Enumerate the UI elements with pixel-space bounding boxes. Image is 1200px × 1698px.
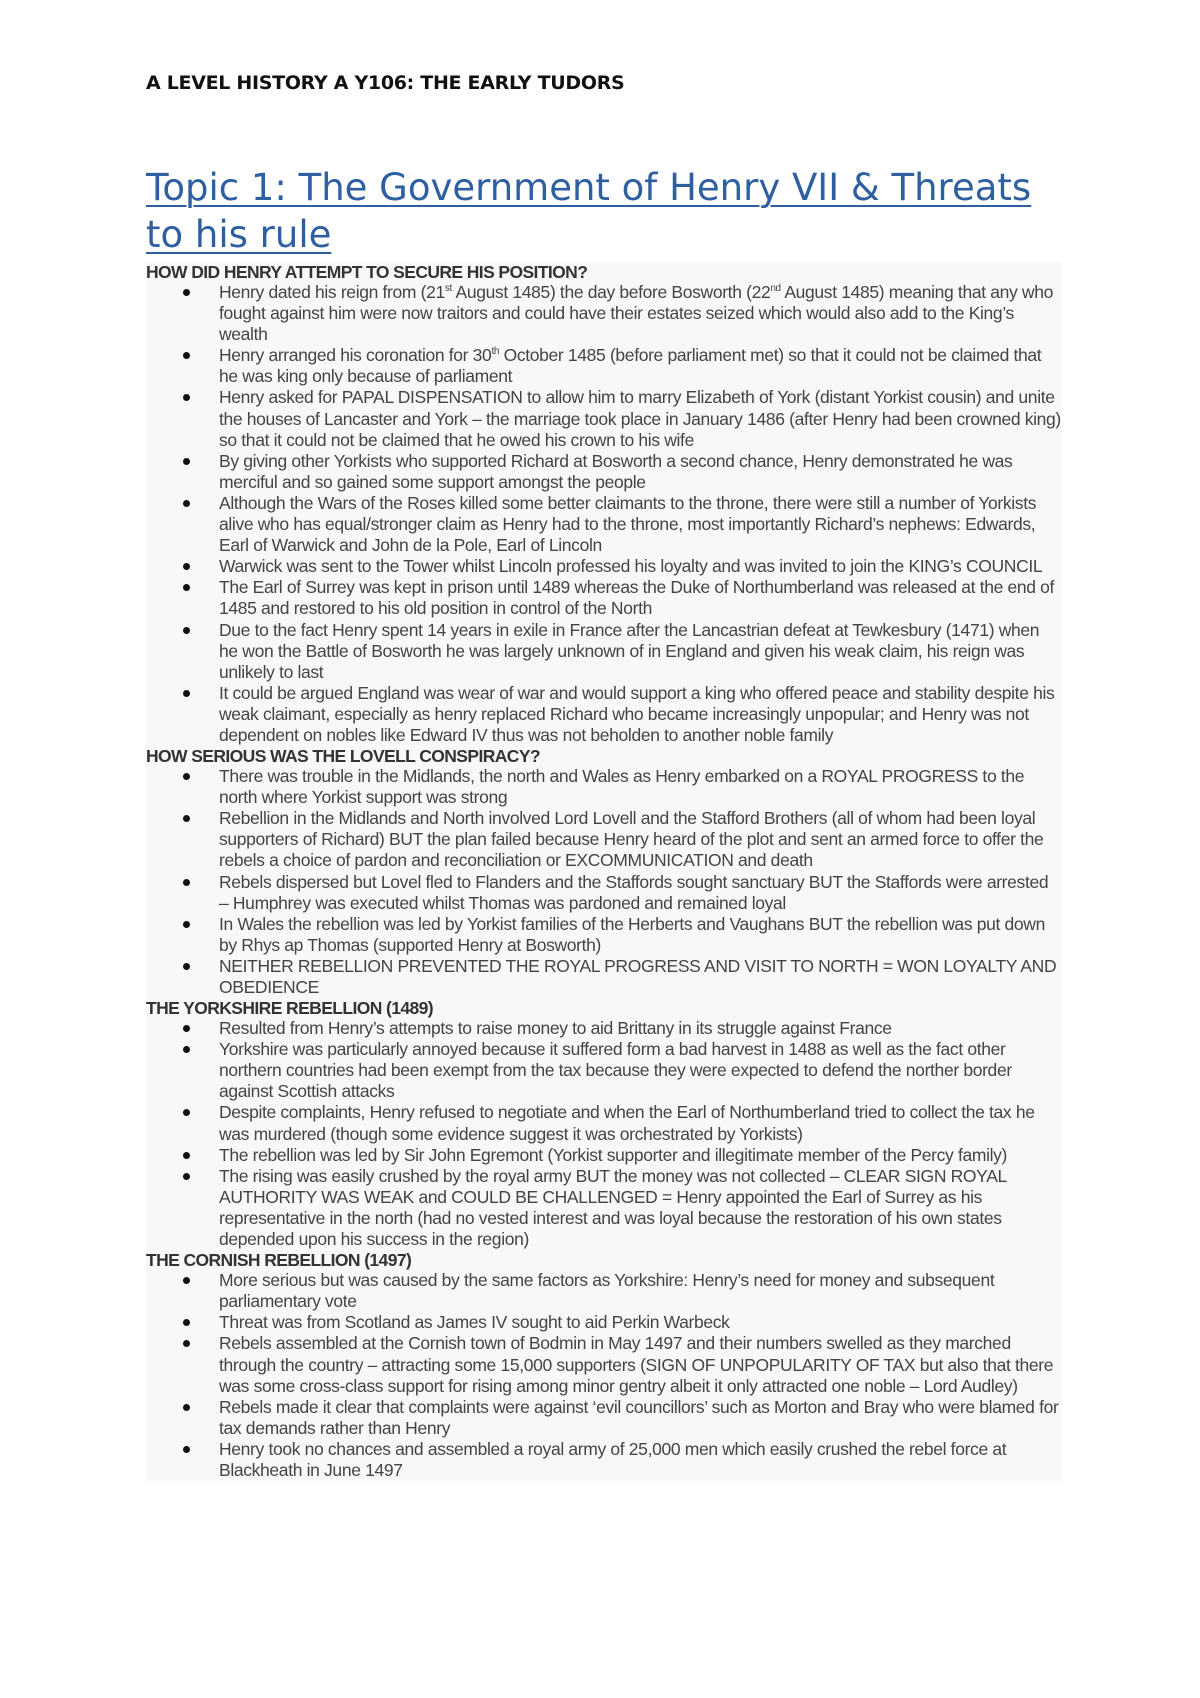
bullet-item: Resulted from Henry’s attempts to raise money to aid Brittany in its struggle against France (219, 1018, 1061, 1039)
bullet-item: More serious but was caused by the same factors as Yorkshire: Henry’s need for money and subsequent parliamentary vote (219, 1270, 1061, 1312)
document-body (146, 262, 1061, 1481)
section-heading: THE CORNISH REBELLION (1497) (146, 1250, 412, 1271)
bullet-item: The Earl of Surrey was kept in prison until 1489 whereas the Duke of Northumberland was released at the end of 1485 and restored to his old position in control of the North (219, 577, 1061, 619)
bullet-item: The rebellion was led by Sir John Egremont (Yorkist supporter and illegitimate member of the Percy family) (219, 1145, 1061, 1166)
page-header: A LEVEL HISTORY A Y106: THE EARLY TUDORS (146, 72, 625, 94)
bullet-item: In Wales the rebellion was led by Yorkist families of the Herberts and Vaughans BUT the rebellion was put down by Rhys ap Thomas (supported Henry at Bosworth) (219, 914, 1061, 956)
bullet-item: Henry took no chances and assembled a royal army of 25,000 men which easily crushed the rebel force at Blackheath in June 1497 (219, 1439, 1061, 1481)
bullet-item: It could be argued England was wear of war and would support a king who offered peace and stability despite his weak claimant, especially as henry replaced Richard who became increasingly unpopular; and Henry was not dependent on nobles like Edward IV thus was not beholden to another noble family (219, 683, 1061, 746)
bullet-item: Henry asked for PAPAL DISPENSATION to allow him to marry Elizabeth of York (distant Yorkist cousin) and unite the houses of Lancaster and York – the marriage took place in January 1486 (after Henry had been crowned king) so that it could not be claimed that he owed his crown to his wife (219, 387, 1061, 450)
section-heading: THE YORKSHIRE REBELLION (1489) (146, 998, 434, 1019)
bullet-item: By giving other Yorkists who supported Richard at Bosworth a second chance, Henry demonstrated he was merciful and so gained some support amongst the people (219, 451, 1061, 493)
bullet-item: Rebels assembled at the Cornish town of Bodmin in May 1497 and their numbers swelled as they marched through the country – attracting some 15,000 supporters (SIGN OF UNPOPULARITY OF TAX but also that there was some cross-class support for rising among minor gentry albeit it only attracted one noble – Lord Audley) (219, 1333, 1061, 1396)
bullet-item: Threat was from Scotland as James IV sought to aid Perkin Warbeck (219, 1312, 1061, 1333)
bullet-item: Yorkshire was particularly annoyed because it suffered form a bad harvest in 1488 as well as the fact other northern countries had been exempt from the tax because they were expected to defend the norther border against Scottish attacks (219, 1039, 1061, 1102)
bullet-list (146, 766, 1061, 998)
bullet-item: Henry arranged his coronation for 30th October 1485 (before parliament met) so that it could not be claimed that he was king only because of parliament (219, 345, 1061, 387)
bullet-item: Rebels made it clear that complaints were against ‘evil councillors’ such as Morton and Bray who were blamed for tax demands rather than Henry (219, 1397, 1061, 1439)
bullet-item: There was trouble in the Midlands, the north and Wales as Henry embarked on a ROYAL PROGRESS to the north where Yorkist support was strong (219, 766, 1061, 808)
bullet-list (146, 282, 1061, 746)
bullet-list (146, 1018, 1061, 1250)
bullet-item: Warwick was sent to the Tower whilst Lincoln professed his loyalty and was invited to join the KING’s COUNCIL (219, 556, 1061, 577)
bullet-item: Henry dated his reign from (21st August 1485) the day before Bosworth (22nd August 1485) meaning that any who fought against him were now traitors and could have their estates seized which would also add to the King’s wealth (219, 282, 1061, 345)
section-heading: HOW DID HENRY ATTEMPT TO SECURE HIS POSITION? (146, 262, 588, 282)
bullet-item: Due to the fact Henry spent 14 years in exile in France after the Lancastrian defeat at Tewkesbury (1471) when he won the Battle of Bosworth he was largely unknown of in England and given his weak claim, his reign was unlikely to last (219, 620, 1061, 683)
bullet-item: Although the Wars of the Roses killed some better claimants to the throne, there were still a number of Yorkists alive who has equal/stronger claim as Henry had to the throne, most importantly Richard’s nephews: Edwards, Earl of Warwick and John de la Pole, Earl of Lincoln (219, 493, 1061, 556)
bullet-list (146, 1270, 1061, 1481)
bullet-item: Despite complaints, Henry refused to negotiate and when the Earl of Northumberland tried to collect the tax he was murdered (though some evidence suggest it was orchestrated by Yorkists) (219, 1102, 1061, 1144)
bullet-item: Rebels dispersed but Lovel fled to Flanders and the Staffords sought sanctuary BUT the Staffords were arrested – Humphrey was executed whilst Thomas was pardoned and remained loyal (219, 872, 1061, 914)
section-heading: HOW SERIOUS WAS THE LOVELL CONSPIRACY? (146, 746, 540, 767)
page-title: Topic 1: The Government of Henry VII & Threats to his rule (146, 166, 1032, 256)
bullet-item: The rising was easily crushed by the royal army BUT the money was not collected – CLEAR SIGN ROYAL AUTHORITY WAS WEAK and COULD BE CHALLENGED = Henry appointed the Earl of Surrey as his representative in the north (had no vested interest and was loyal because the restoration of his own states depended upon his success in the region) (219, 1166, 1061, 1250)
bullet-item: Rebellion in the Midlands and North involved Lord Lovell and the Stafford Brothers (all of whom had been loyal supporters of Richard) BUT the plan failed because Henry heard of the plot and sent an armed force to offer the rebels a choice of pardon and reconciliation or EXCOMMUNICATION and death (219, 808, 1061, 871)
bullet-item: NEITHER REBELLION PREVENTED THE ROYAL PROGRESS AND VISIT TO NORTH = WON LOYALTY AND OBEDIENCE (219, 956, 1061, 998)
